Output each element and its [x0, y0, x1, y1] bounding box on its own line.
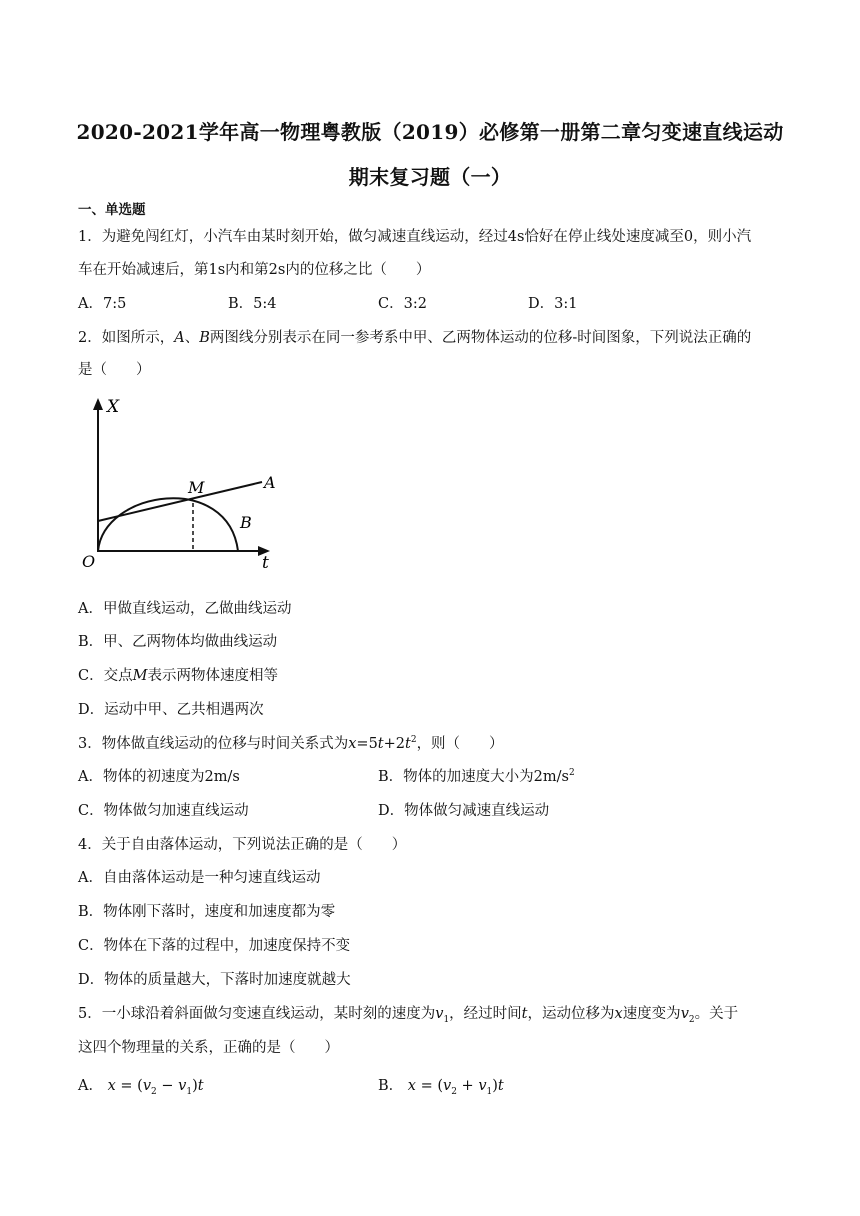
- q3-option-d: D．物体做匀减速直线运动: [378, 803, 550, 819]
- curve-b: [98, 498, 238, 551]
- q5-sub-1: 1: [443, 1014, 450, 1025]
- q5-b-v2: v: [443, 1078, 452, 1094]
- q3-var-t2: t: [405, 736, 411, 752]
- y-axis-arrow: [93, 398, 103, 410]
- q2-graph: [78, 390, 288, 580]
- q1-stem-line2: 车在开始减速后，第1s内和第2s内的位移之比（ ）: [78, 262, 431, 278]
- q1-option-d: D．3:1: [528, 296, 578, 312]
- q2-stem-a: A: [174, 330, 185, 346]
- q5-b-sub1: 1: [486, 1086, 493, 1097]
- q2-option-d: D．运动中甲、乙共相遇两次: [78, 702, 264, 718]
- q5-option-a: [78, 1074, 204, 1097]
- q1-option-b: B．5:4: [228, 296, 277, 312]
- q5-sub-2: 2: [688, 1014, 695, 1025]
- q5-b-plus: +: [461, 1078, 474, 1094]
- q2-option-c-post: 表示两物体速度相等: [147, 668, 278, 684]
- q3-option-b: [378, 765, 575, 786]
- q5-var-v2: v: [680, 1006, 689, 1022]
- q2-option-c: [78, 664, 278, 685]
- point-m-label: M: [188, 478, 205, 497]
- q3-stem-pre: 3．物体做直线运动的位移与时间关系式为: [78, 736, 349, 752]
- q5-a-sub2: 2: [151, 1086, 157, 1097]
- q4-option-b: B．物体刚下落时，速度和加速度都为零: [78, 904, 336, 920]
- q2-stem-sep: 、: [184, 330, 200, 346]
- q3-exp: 2: [410, 735, 417, 746]
- q4-option-a: A．自由落体运动是一种匀速直线运动: [78, 870, 321, 886]
- q1-stem-line1: 1．为避免闯红灯，小汽车由某时刻开始，做匀减速直线运动，经过4s恰好在停止线处速度减至0，则小汽: [78, 229, 752, 245]
- curve-b-label: B: [240, 513, 252, 532]
- line-a-label: A: [264, 473, 276, 492]
- q3-option-b-exp: 2: [568, 768, 575, 779]
- q5-var-x: x: [614, 1006, 623, 1022]
- q5-stem-part-c: ，运动位移为: [527, 1006, 615, 1022]
- q5-option-a-label: A．: [78, 1078, 103, 1094]
- q5-stem-line2: 这四个物理量的关系，正确的是（ ）: [78, 1040, 339, 1056]
- page-title-line1: 2020-2021学年高一物理粤教版（2019）必修第一册第二章匀变速直线运动: [76, 120, 784, 144]
- q3-option-c: C．物体做匀加速直线运动: [78, 803, 249, 819]
- q3-plus: +2: [383, 736, 405, 752]
- y-axis-label: X: [107, 397, 120, 417]
- q5-stem-part-a: 5．一小球沿着斜面做匀变速直线运动，某时刻的速度为: [78, 1006, 436, 1022]
- page-title-line2: 期末复习题（一）: [348, 165, 512, 189]
- line-a: [98, 482, 262, 521]
- q5-a-rp: ): [192, 1078, 198, 1094]
- q3-option-a: A．物体的初速度为2m/s: [78, 769, 240, 785]
- q2-stem-rest: 两图线分别表示在同一参考系中甲、乙两物体运动的位移-时间图象，下列说法正确的: [209, 330, 752, 346]
- q5-var-t: t: [521, 1006, 528, 1022]
- origin-label: O: [82, 552, 96, 571]
- q5-b-v1: v: [478, 1078, 487, 1094]
- q5-b-sub2: 2: [451, 1086, 457, 1097]
- q5-a-lp: (: [137, 1078, 143, 1094]
- q5-a-v2: v: [142, 1078, 152, 1094]
- q5-stem-part-d: 速度变为: [622, 1006, 681, 1022]
- q5-a-x: x: [107, 1078, 116, 1094]
- q5-option-b: [378, 1074, 504, 1097]
- q5-a-v1: v: [178, 1078, 187, 1094]
- q2-stem-b: B: [199, 330, 210, 346]
- q1-option-a: A．7:5: [78, 296, 127, 312]
- q4-stem: 4．关于自由落体运动，下列说法正确的是（ ）: [78, 837, 407, 853]
- q5-stem-line1: [78, 1002, 738, 1025]
- q5-b-t: t: [497, 1078, 504, 1094]
- q3-var-x: x: [348, 736, 357, 752]
- q5-a-eq: =: [120, 1078, 133, 1094]
- q2-option-b: B．甲、乙两物体均做曲线运动: [78, 634, 278, 650]
- q2-stem-line2: 是（ ）: [78, 362, 151, 378]
- q3-eq: =5: [356, 736, 378, 752]
- q2-stem-number: 2．如图所示，: [78, 330, 175, 346]
- q5-stem-part-b: ，经过时间: [449, 1006, 522, 1022]
- section-title: 一、单选题: [78, 202, 146, 218]
- q2-option-a: A．甲做直线运动，乙做曲线运动: [78, 601, 292, 617]
- q3-var-t1: t: [377, 736, 384, 752]
- q5-a-sub1: 1: [186, 1086, 193, 1097]
- q2-option-c-pre: C．交点: [78, 668, 133, 684]
- q5-option-b-label: B．: [378, 1078, 404, 1094]
- q3-stem-post: ，则（ ）: [416, 736, 504, 752]
- q3-stem: [78, 732, 504, 753]
- x-axis-label: t: [262, 553, 269, 573]
- q1-option-c: C．3:2: [378, 296, 427, 312]
- q5-var-v1: v: [435, 1006, 444, 1022]
- q5-b-x: x: [407, 1078, 416, 1094]
- q4-option-c: C．物体在下落的过程中，加速度保持不变: [78, 938, 351, 954]
- q3-option-b-text: B．物体的加速度大小为2m/s: [378, 769, 569, 785]
- q2-option-c-m: M: [132, 668, 148, 684]
- q5-a-minus: −: [161, 1078, 174, 1094]
- q5-b-rp: ): [492, 1078, 498, 1094]
- q4-option-d: D．物体的质量越大，下落时加速度就越大: [78, 972, 351, 988]
- q5-a-t: t: [197, 1078, 204, 1094]
- q2-stem-line1: [78, 326, 751, 347]
- q5-b-eq: =: [420, 1078, 433, 1094]
- q5-b-lp: (: [437, 1078, 443, 1094]
- q5-stem-part-e: 。关于: [694, 1006, 739, 1022]
